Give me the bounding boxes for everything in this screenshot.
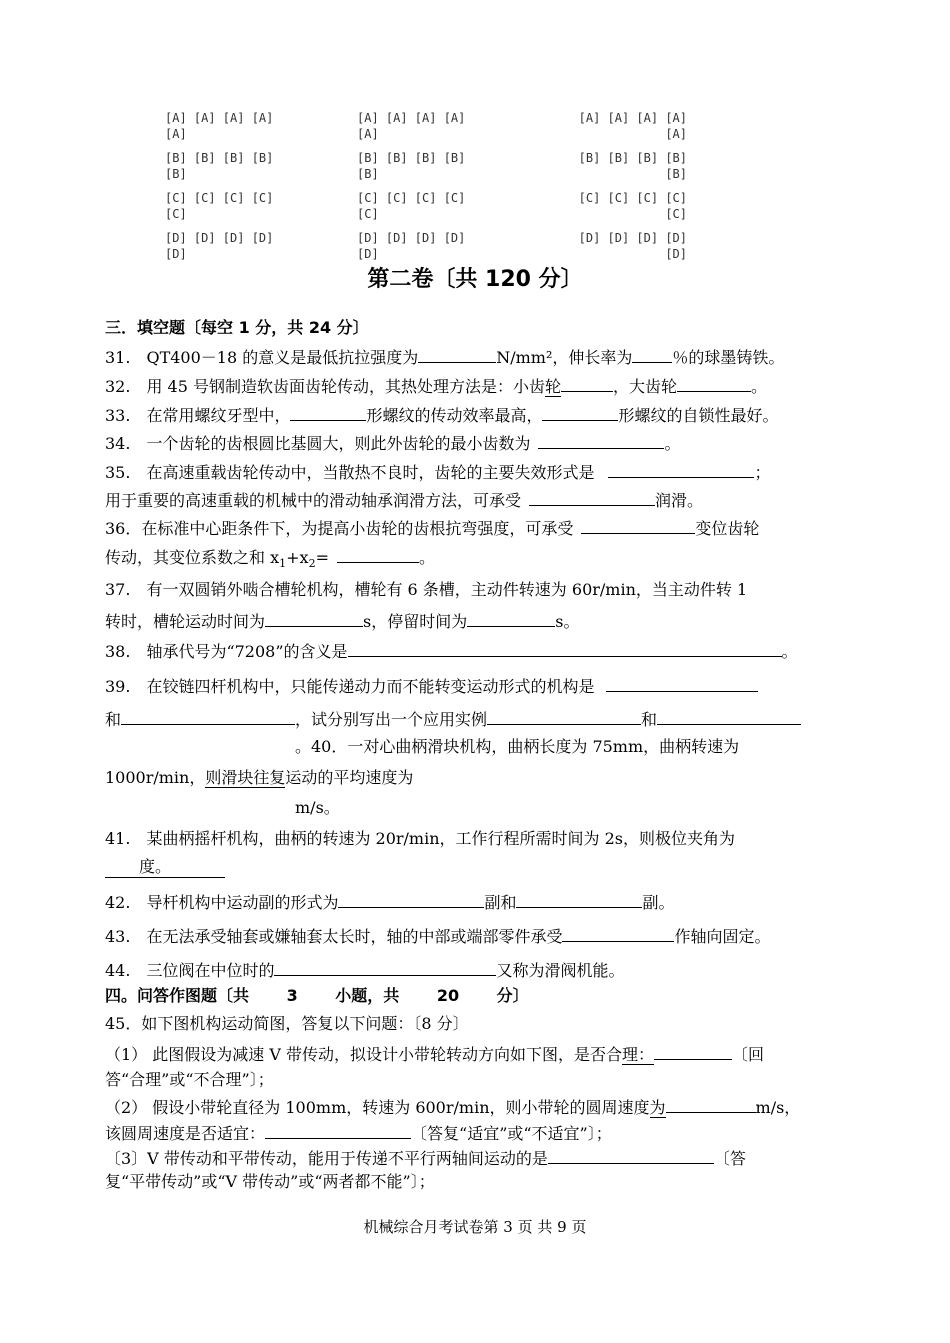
blank[interactable] bbox=[265, 1121, 411, 1139]
question-43: 43. 在无法承受轴套或嫌轴套太长时，轴的中部或端部零件承受 作轴向固定。 bbox=[105, 924, 770, 947]
blank[interactable] bbox=[121, 707, 295, 725]
question-33: 33. 在常用螺纹牙型中， 形螺纹的传动效率最高， 形螺纹的自锁性最好。 bbox=[105, 403, 778, 426]
grid-line: [A] [A] [A] [A] bbox=[578, 111, 687, 125]
question-45-1: （1） 此图假设为减速 V 带传动，拟设计小带轮转动方向如下图，是否合理： 〔回 bbox=[105, 1042, 764, 1065]
grid-line: [D] [D] [D] [D] bbox=[578, 231, 687, 245]
answer-grid-col-3 bbox=[559, 110, 687, 262]
grid-line: [C] bbox=[357, 207, 379, 221]
question-37-cont: 转时，槽轮运动时间为 s，停留时间为 s。 bbox=[105, 609, 579, 632]
paper-title: 第二卷〔共 120 分〕 bbox=[367, 267, 583, 292]
blank[interactable] bbox=[654, 1042, 732, 1060]
question-35-cont: 用于重要的高速重载的机械中的滑动轴承润滑方法，可承受 润滑。 bbox=[105, 488, 703, 511]
grid-line: [B] bbox=[357, 167, 379, 181]
blank[interactable] bbox=[274, 958, 496, 976]
section-3-heading: 三．填空题〔每空 1 分，共 24 分〕 bbox=[105, 318, 369, 337]
blank[interactable] bbox=[337, 545, 419, 563]
grid-line: [D] bbox=[357, 247, 379, 261]
blank[interactable] bbox=[538, 431, 664, 449]
question-32: 32. 用 45 号钢制造软齿面齿轮传动，其热处理方法是：小齿轮 ，大齿轮 。 bbox=[105, 374, 767, 397]
blank[interactable] bbox=[666, 1095, 756, 1113]
section-4-heading: 四。问答作图题〔共 3 小题，共 20 分〕 bbox=[105, 986, 529, 1005]
grid-line: [C] bbox=[665, 207, 687, 221]
blank[interactable] bbox=[467, 609, 555, 627]
question-37: 37. 有一双圆销外啮合槽轮机构，槽轮有 6 条槽，主动件转速为 60r/min，当主动件转 1 bbox=[105, 580, 748, 599]
blank[interactable] bbox=[632, 345, 672, 363]
blank[interactable] bbox=[338, 890, 484, 908]
question-34: 34. 一个齿轮的齿根圆比基圆大，则此外齿轮的最小齿数为 。 bbox=[105, 431, 680, 454]
page-footer: 机械综合月考试卷第 3 页 共 9 页 bbox=[363, 1218, 587, 1236]
grid-line: [A] [A] [A] [A] bbox=[357, 111, 466, 125]
blank[interactable] bbox=[529, 488, 655, 506]
grid-line: [B] bbox=[665, 167, 687, 181]
blank[interactable] bbox=[265, 609, 363, 627]
question-41: 41. 某曲柄摇杆机构，曲柄的转速为 20r/min，工作行程所需时间为 2s，则极位夹角为 bbox=[105, 829, 736, 848]
answer-grid-col-2 bbox=[357, 110, 465, 262]
blank[interactable] bbox=[562, 924, 674, 942]
question-45-1-cont: 答“合理”或“不合理”〕； bbox=[105, 1070, 274, 1089]
blank[interactable] bbox=[608, 460, 754, 478]
blank[interactable] bbox=[348, 639, 782, 657]
question-42: 42. 导杆机构中运动副的形式为 副和 副。 bbox=[105, 890, 674, 913]
question-39: 39. 在铰链四杆机构中，只能传递动力而不能转变运动形式的机构是 bbox=[105, 674, 758, 697]
blank[interactable] bbox=[516, 890, 642, 908]
question-36-cont: 传动，其变位系数之和 $x_1+x_2=$ 。 bbox=[105, 545, 435, 574]
blank[interactable] bbox=[548, 1146, 714, 1164]
grid-line: [A] bbox=[357, 127, 379, 141]
grid-line: [C] [C] [C] [C] bbox=[357, 191, 466, 205]
blank[interactable] bbox=[606, 674, 758, 692]
question-40-cont: 1000r/min，则滑块往复运动的平均速度为 bbox=[105, 768, 414, 787]
blank[interactable] bbox=[542, 403, 618, 421]
blank[interactable] bbox=[290, 403, 366, 421]
question-45: 45．如下图机构运动简图，答复以下问题：〔8 分〕 bbox=[105, 1014, 469, 1033]
grid-line: [B] [B] [B] [B] bbox=[165, 151, 274, 165]
grid-line: [B] [B] [B] [B] bbox=[578, 151, 687, 165]
question-44: 44. 三位阀在中位时的 又称为滑阀机能。 bbox=[105, 958, 624, 981]
grid-line: [A] [A] [A] [A] bbox=[165, 111, 274, 125]
question-38: 38. 轴承代号为“7208”的含义是 。 bbox=[105, 639, 798, 662]
grid-line: [A] bbox=[665, 127, 687, 141]
grid-line: [A] bbox=[165, 127, 187, 141]
blank[interactable] bbox=[677, 374, 751, 392]
blank[interactable] bbox=[581, 516, 695, 534]
grid-line: [C] [C] [C] [C] bbox=[578, 191, 687, 205]
question-35: 35. 在高速重载齿轮传动中，当散热不良时，齿轮的主要失效形式是 ； bbox=[105, 460, 770, 483]
question-45-2-cont: 该圆周速度是否适宜： 〔答复“适宜”或“不适宜”〕； bbox=[105, 1121, 612, 1144]
grid-line: [C] [C] [C] [C] bbox=[165, 191, 274, 205]
blank[interactable] bbox=[487, 707, 641, 725]
blank[interactable] bbox=[418, 345, 496, 363]
question-36: 36．在标准中心距条件下，为提高小齿轮的齿根抗弯强度，可承受 变位齿轮 bbox=[105, 516, 759, 539]
question-45-3-cont: 复“平带传动”或“V 带传动”或“两者都不能”〕； bbox=[105, 1172, 435, 1191]
grid-line: [D] [D] [D] [D] bbox=[357, 231, 466, 245]
question-40-unit: m/s。 bbox=[295, 798, 340, 817]
question-41-cont: 度。 bbox=[105, 857, 225, 878]
grid-line: [B] [B] [B] [B] bbox=[357, 151, 466, 165]
question-40: 。40．一对心曲柄滑块机构，曲柄长度为 75mm，曲柄转速为 bbox=[295, 737, 740, 756]
answer-grid-col-1 bbox=[165, 110, 273, 262]
blank[interactable] bbox=[657, 707, 801, 725]
blank[interactable] bbox=[561, 374, 613, 392]
question-39-cont: 和 ，试分别写出一个应用实例 和 bbox=[105, 707, 801, 730]
grid-line: [D] [D] [D] [D] bbox=[165, 231, 274, 245]
grid-line: [D] bbox=[165, 247, 187, 261]
question-45-2: （2） 假设小带轮直径为 100mm，转速为 600r/min，则小带轮的圆周速度为 m/s， bbox=[105, 1095, 800, 1118]
question-31: 31. QT400－18 的意义是最低抗拉强度为 N/mm²，伸长率为 ％的球墨铸铁。 bbox=[105, 345, 784, 368]
grid-line: [C] bbox=[165, 207, 187, 221]
grid-line: [D] bbox=[665, 247, 687, 261]
question-45-3: 〔3〕V 带传动和平带传动，能用于传递不平行两轴间运动的是 〔答 bbox=[105, 1146, 746, 1169]
grid-line: [B] bbox=[165, 167, 187, 181]
